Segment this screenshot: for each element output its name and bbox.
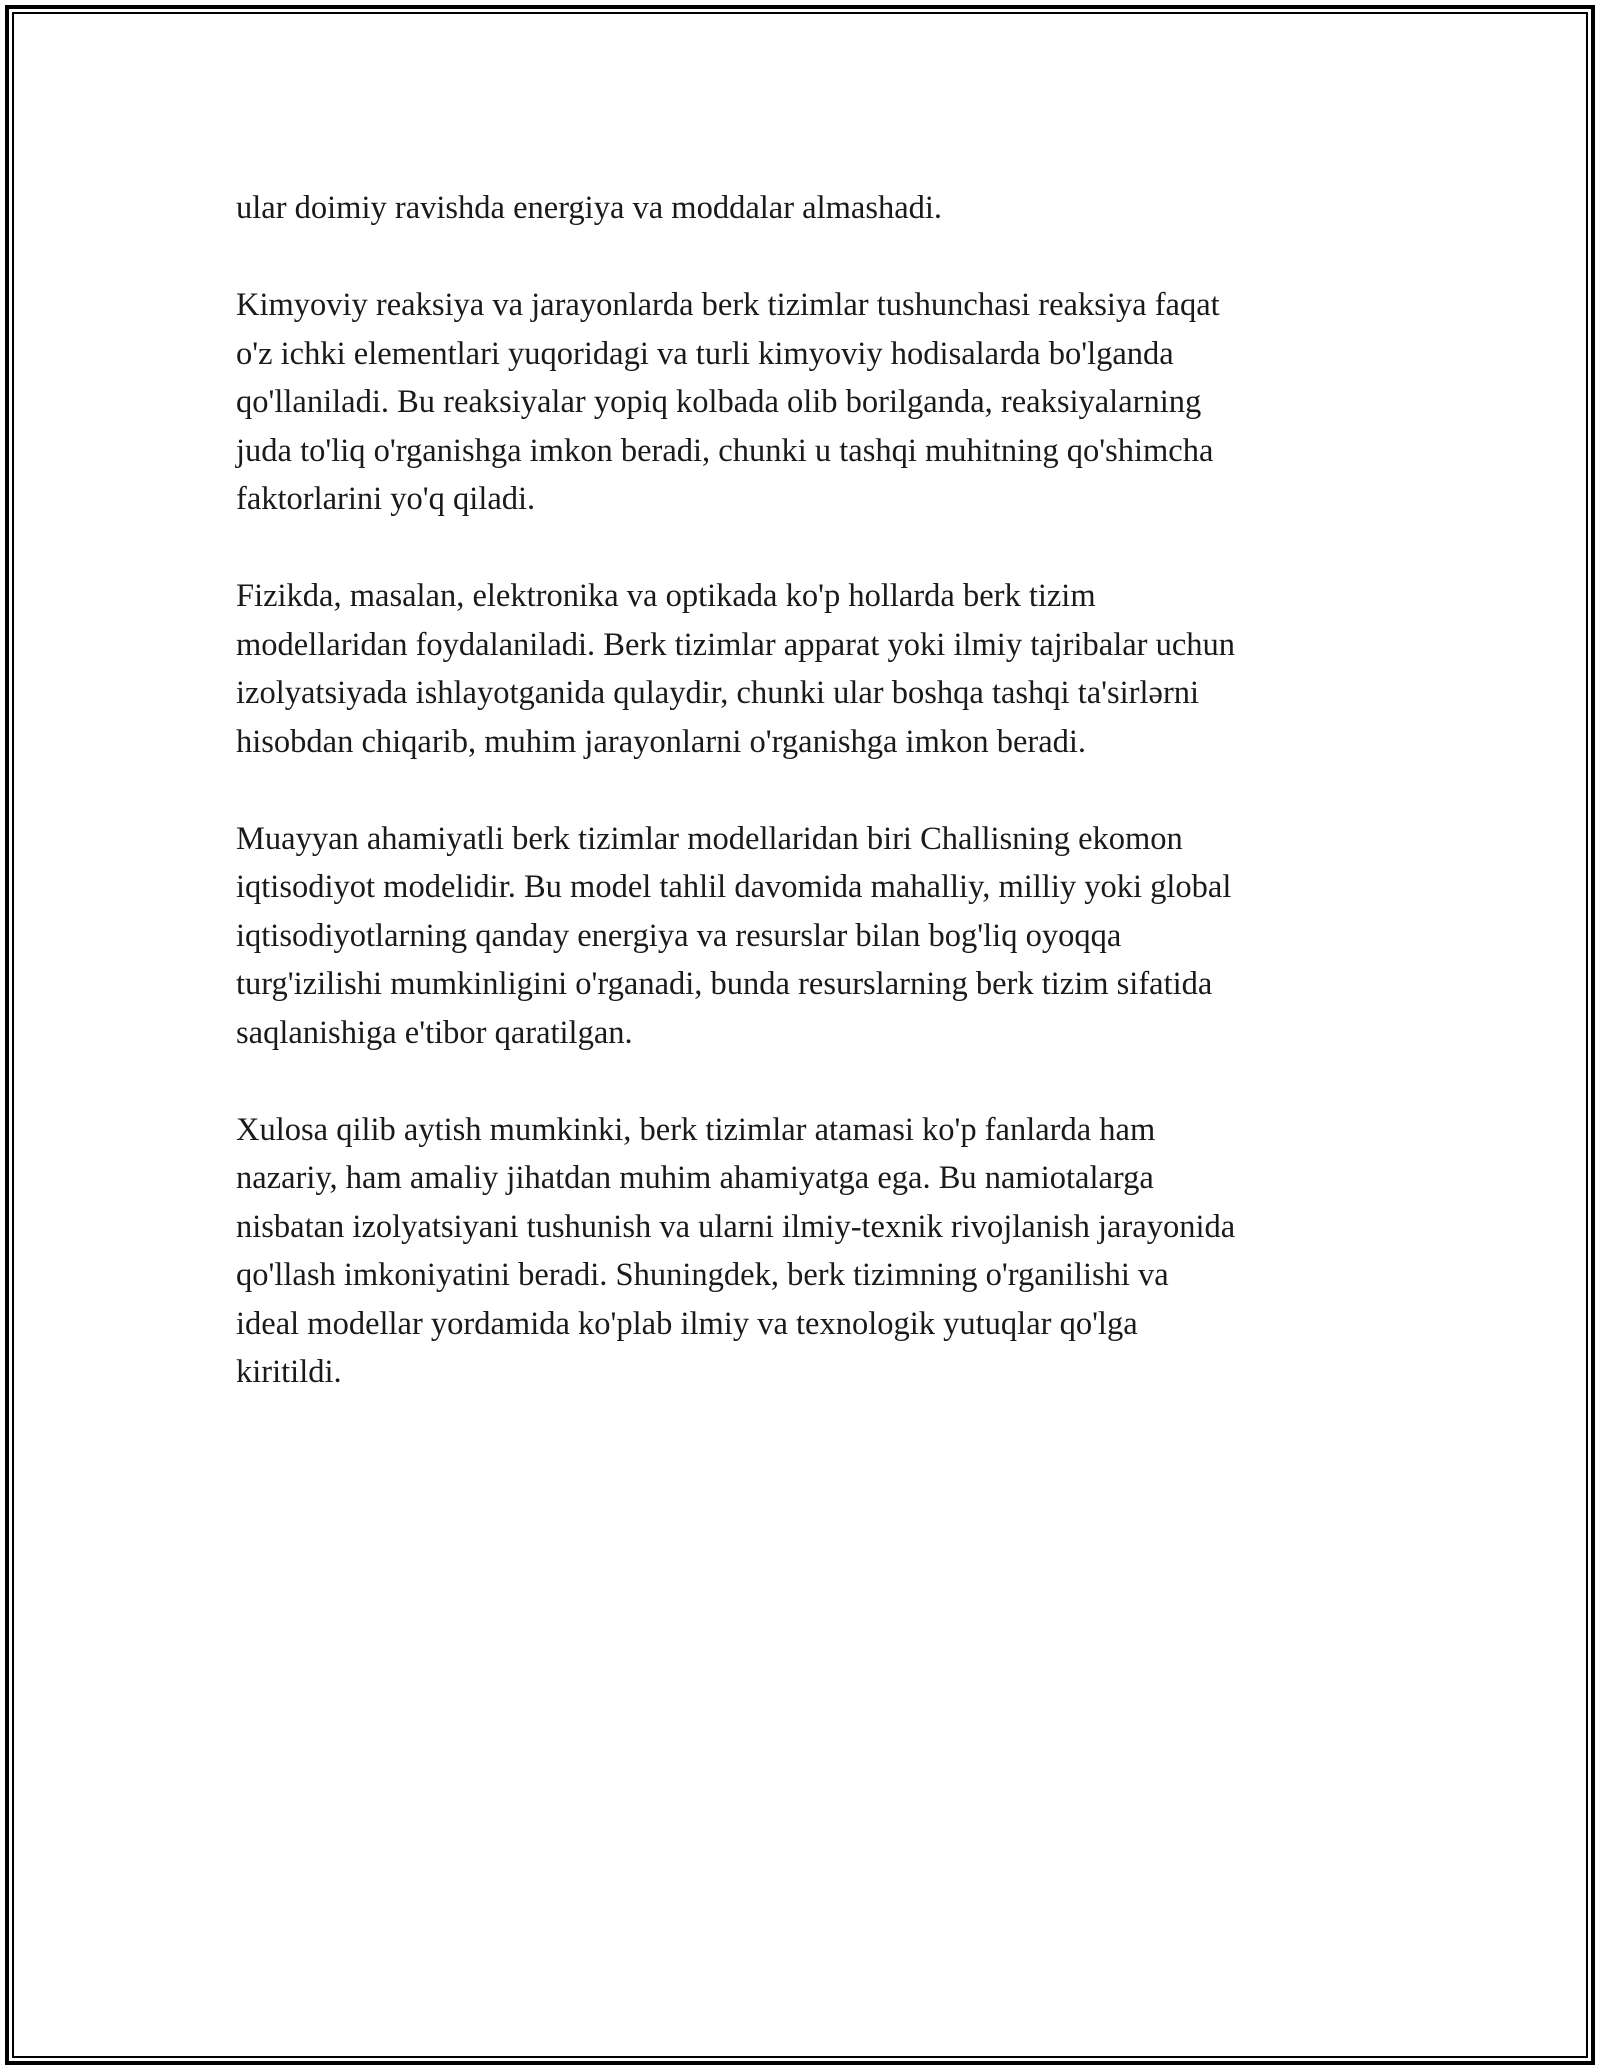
text-line: izolyatsiyada ishlayotganida qulaydir, chunki ular boshqa tashqi ta'sirlərni bbox=[236, 675, 1200, 711]
paragraph-5 bbox=[236, 1106, 1376, 1397]
paragraph-2 bbox=[236, 281, 1376, 524]
paragraph-3 bbox=[236, 572, 1376, 766]
text-line: modellaridan foydalaniladi. Berk tizimlar apparat yoki ilmiy tajribalar uchun bbox=[236, 626, 1236, 663]
text-line: iqtisodiyot modelidir. Bu model tahlil davomida mahalliy, milliy yoki global bbox=[236, 869, 1232, 905]
text-line: nisbatan izolyatsiyani tushunish va ularni ilmiy-texnik rivojlanish jarayonida bbox=[236, 1208, 1236, 1245]
text-line: Fizikda, masalan, elektronika va optikada ko'p hollarda berk tizim bbox=[236, 578, 1096, 614]
text-line: ular doimiy ravishda energiya va moddalar almashadi. bbox=[236, 190, 943, 226]
text-line: kiritildi. bbox=[236, 1354, 342, 1390]
text-line: juda to'liq o'rganishga imkon beradi, chunki u tashqi muhitning qo'shimcha bbox=[236, 432, 1214, 469]
text-line: Kimyoviy reaksiya va jarayonlarda berk tizimlar tushunchasi reaksiya faqat bbox=[236, 287, 1220, 323]
text-line: qo'llaniladi. Bu reaksiyalar yopiq kolbada olib borilganda, reaksiyalarning bbox=[236, 384, 1202, 420]
paragraph-1 bbox=[236, 184, 1376, 233]
text-line: qo'llash imkoniyatini beradi. Shuningdek, berk tizimning o'rganilishi va bbox=[236, 1257, 1169, 1293]
text-line: saqlanishiga e'tibor qaratilgan. bbox=[236, 1014, 633, 1051]
text-line: hisobdan chiqarib, muhim jarayonlarni o'rganishga imkon beradi. bbox=[236, 723, 1087, 760]
document-body bbox=[236, 184, 1376, 1445]
text-line: faktorlarini yo'q qiladi. bbox=[236, 481, 536, 517]
text-line: Xulosa qilib aytish mumkinki, berk tizimlar atamasi ko'p fanlarda ham bbox=[236, 1111, 1156, 1148]
text-line: iqtisodiyotlarning qanday energiya va resurslar bilan bog'liq oyoqqa bbox=[236, 917, 1122, 954]
paragraph-4 bbox=[236, 815, 1376, 1058]
text-line: ideal modellar yordamida ko'plab ilmiy va texnologik yutuqlar qo'lga bbox=[236, 1305, 1138, 1342]
text-line: Muayyan ahamiyatli berk tizimlar modellaridan biri Challisning ekomon bbox=[236, 820, 1183, 857]
text-line: o'z ichki elementlari yuqoridagi va turli kimyoviy hodisalarda bo'lganda bbox=[236, 335, 1174, 372]
text-line: nazariy, ham amaliy jihatdan muhim ahamiyatga ega. Bu namiotalarga bbox=[236, 1160, 1154, 1196]
text-line: turg'izilishi mumkinligini o'rganadi, bunda resurslarning berk tizim sifatida bbox=[236, 966, 1213, 1002]
